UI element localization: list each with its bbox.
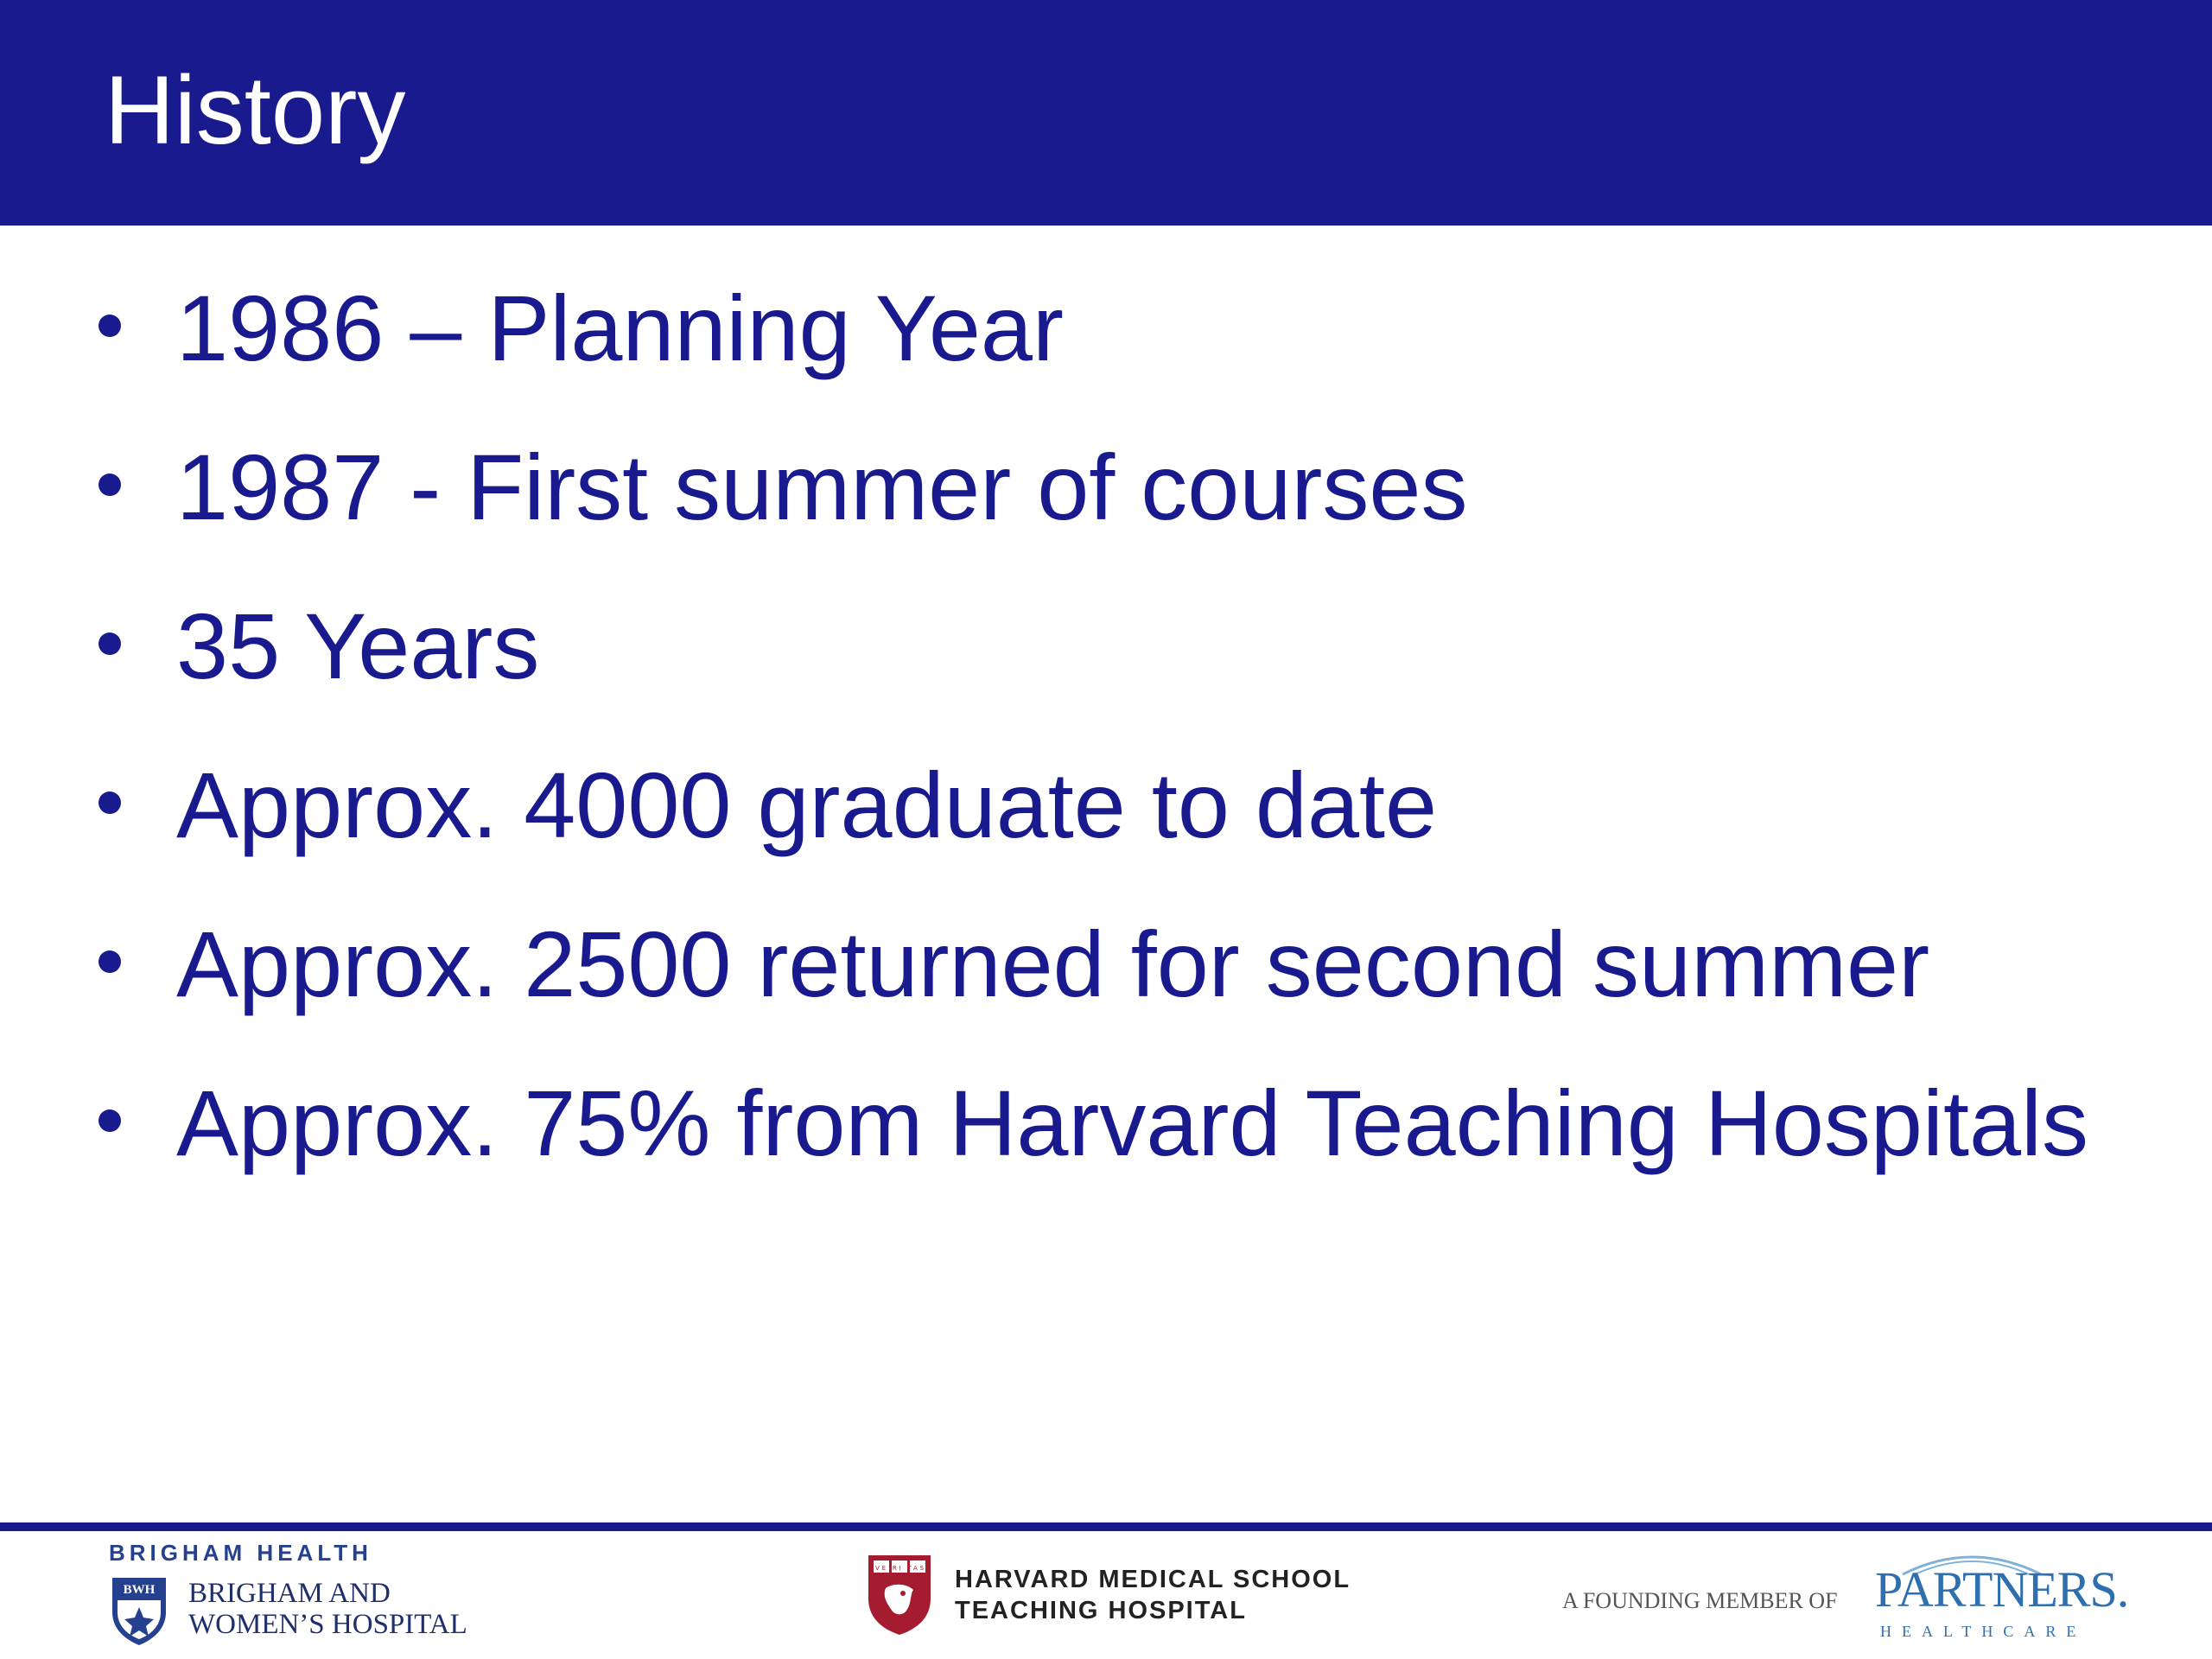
bullet-dot-icon [99, 791, 121, 814]
bwh-system-name: BRIGHAM HEALTH [109, 1540, 372, 1566]
partners-prefix: A FOUNDING MEMBER OF [1562, 1588, 1838, 1613]
partners-tagline: HEALTHCARE [1880, 1623, 2087, 1640]
bwh-name-line1: BRIGHAM AND [188, 1578, 391, 1609]
bullet-item [86, 577, 2177, 715]
bullet-text: Approx. 2500 returned for second summer [176, 912, 1930, 1016]
bullet-text: 35 Years [176, 594, 540, 698]
bwh-shield-icon [109, 1574, 169, 1647]
bullet-dot-icon [99, 950, 121, 973]
harvard-shield-icon [867, 1554, 932, 1637]
hms-logo [867, 1554, 1351, 1640]
bullet-text: Approx. 75% from Harvard Teaching Hospitals [176, 1071, 2089, 1175]
bullet-dot-icon [99, 632, 121, 655]
hms-name-line2: TEACHING HOSPITAL [955, 1597, 1247, 1624]
bullet-item [86, 259, 2177, 397]
bullet-item [86, 736, 2177, 874]
footer [0, 1531, 2212, 1659]
bullet-text: 1986 – Planning Year [176, 276, 1064, 380]
bullet-item [86, 418, 2177, 556]
bullet-item [86, 1054, 2177, 1192]
hms-name-line1: HARVARD MEDICAL SCHOOL [955, 1566, 1351, 1593]
bullet-dot-icon [99, 474, 121, 496]
partners-logo [1562, 1543, 2129, 1640]
footer-divider [0, 1522, 2212, 1531]
bullet-text: Approx. 4000 graduate to date [176, 753, 1438, 857]
bwh-name-line2: WOMEN’S HOSPITAL [188, 1609, 467, 1640]
bwh-logo [109, 1540, 506, 1652]
hms-shield-text: VE RI TAS [875, 1565, 924, 1572]
title-bar [0, 0, 2212, 226]
bullet-dot-icon [99, 1109, 121, 1132]
bullet-list [86, 259, 2177, 1213]
slide-title: History [105, 56, 406, 164]
bullet-dot-icon [99, 315, 121, 337]
bullet-item [86, 895, 2177, 1033]
partners-name: PARTNERS. [1875, 1561, 2129, 1618]
bullet-text: 1987 - First summer of courses [176, 435, 1468, 539]
bwh-shield-text: BWH [123, 1583, 156, 1597]
